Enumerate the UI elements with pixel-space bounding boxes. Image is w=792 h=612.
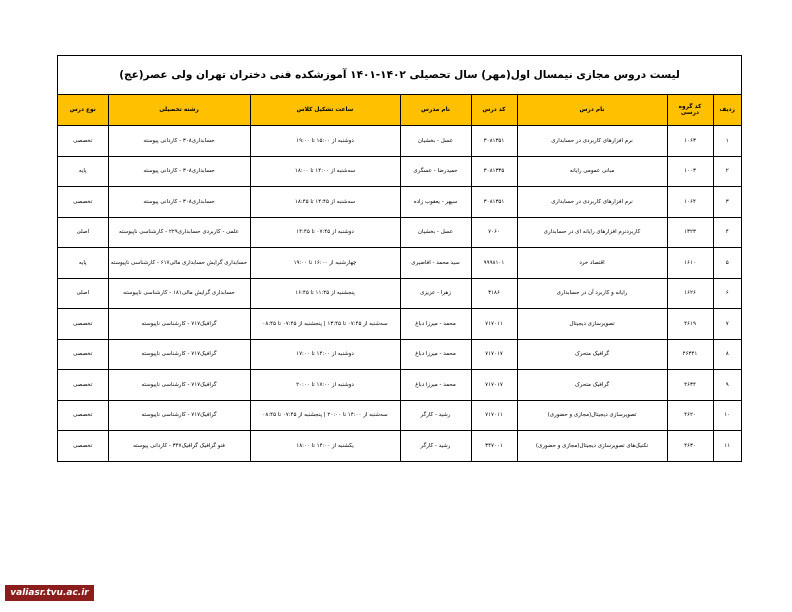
cell-group-code: ۱۶۱۰: [667, 248, 713, 279]
cell-instructor: سید محمد - افاضیری: [400, 248, 471, 279]
cell-course-type: تخصصی: [58, 400, 108, 431]
cell-instructor: عسل - بخشیان: [400, 217, 471, 248]
cell-row-number: ۱: [713, 126, 741, 157]
cell-course-type: تخصصی: [58, 339, 108, 370]
cell-course-type: تخصصی: [58, 431, 108, 461]
cell-course-code: ۳۰۸۱۳۵۱: [471, 126, 517, 157]
cell-group-code: ۴۶۱۹: [667, 309, 713, 340]
header-row-number: ردیف: [713, 95, 741, 126]
cell-class-time: سه‌شنبه از ۰۷:۴۵ تا ۱۳:۴۵ | پنجشنبه از ۰۷:۴۵ تا ۰۸:۴۵: [250, 309, 400, 340]
site-watermark: valiasr.tvu.ac.ir: [5, 585, 94, 601]
cell-course-type: تخصصی: [58, 187, 108, 218]
cell-instructor: محمد - میرزا دباغ: [400, 339, 471, 370]
cell-row-number: ۶: [713, 278, 741, 309]
cell-course-type: تخصصی: [58, 309, 108, 340]
header-course-type: نوع درس: [58, 95, 108, 126]
cell-course-code: ۳۱۸۶: [471, 278, 517, 309]
cell-instructor: رشید - کارگر: [400, 400, 471, 431]
cell-course-code: ۹۹۹۸۱۰۱: [471, 248, 517, 279]
cell-course-code: ۷۰۶۰: [471, 217, 517, 248]
cell-field: حسابداری گرایش مالی۱۸۱ - کارشناسی ناپیوسته: [108, 278, 250, 309]
table-body: [58, 126, 741, 461]
table-row: [58, 309, 741, 340]
cell-course-name: رایانه و کاربرد آن در حسابداری: [517, 278, 667, 309]
cell-instructor: سپهر - یعقوب زاده: [400, 187, 471, 218]
cell-row-number: ۱۱: [713, 431, 741, 461]
table-header-row: [58, 95, 741, 126]
header-course-name: نام درس: [517, 95, 667, 126]
cell-course-name: گرافیک متحرک: [517, 370, 667, 401]
cell-group-code: ۴۶۳۴: [667, 370, 713, 401]
cell-course-name: نرم افزارهای کاربردی در حسابداری: [517, 187, 667, 218]
cell-field: حسابداری گرایش حسابداری مالی۶۱۷ - کارشناسی ناپیوسته: [108, 248, 250, 279]
cell-row-number: ۳: [713, 187, 741, 218]
cell-course-code: ۳۰۸۱۳۵۱: [471, 187, 517, 218]
cell-row-number: ۷: [713, 309, 741, 340]
cell-course-code: ۳۴۷۰۰۱: [471, 431, 517, 461]
course-list-sheet: [57, 55, 742, 462]
course-table: [58, 95, 741, 461]
table-row: [58, 278, 741, 309]
cell-field: گرافیک۷۱۷ - کارشناسی ناپیوسته: [108, 400, 250, 431]
cell-group-code: ۱۰۰۳: [667, 156, 713, 187]
cell-group-code: ۴۶۳۰: [667, 431, 713, 461]
cell-class-time: سه‌شنبه از ۱۴:۰۰ تا ۱۸:۰۰: [250, 156, 400, 187]
cell-class-time: یکشنبه از ۱۴:۰۰ تا ۱۸:۰۰: [250, 431, 400, 461]
cell-class-time: دوشنبه از ۰۷:۴۵ تا ۱۴:۴۵: [250, 217, 400, 248]
table-row: [58, 339, 741, 370]
cell-course-code: ۷۱۷۰۱۱: [471, 309, 517, 340]
cell-class-time: سه‌شنبه از ۱۴:۰۰ تا ۲۰:۰۰ | پنجشنبه از ۰۷:۴۵ تا ۰۸:۴۵: [250, 400, 400, 431]
header-course-code: کد درس: [471, 95, 517, 126]
cell-instructor: زهرا - عزیزی: [400, 278, 471, 309]
cell-row-number: ۲: [713, 156, 741, 187]
cell-field: حسابداری۳۰۸ - کاردانی پیوسته: [108, 156, 250, 187]
cell-class-time: دوشنبه از ۱۴:۰۰ تا ۱۷:۰۰: [250, 339, 400, 370]
table-row: [58, 431, 741, 461]
cell-field: علمی - کاربردی حسابداری۲۲۹ - کارشناسی ناپیوسته: [108, 217, 250, 248]
cell-row-number: ۵: [713, 248, 741, 279]
cell-course-type: پایه: [58, 156, 108, 187]
cell-course-name: تصویرسازی دیجیتال: [517, 309, 667, 340]
cell-course-name: مبانی عمومی رایانه: [517, 156, 667, 187]
cell-group-code: ۴۶۳۴۱: [667, 339, 713, 370]
cell-class-time: چهارشنبه از ۱۶:۰۰ تا ۱۹:۰۰: [250, 248, 400, 279]
cell-field: گرافیک۷۱۷ - کارشناسی ناپیوسته: [108, 370, 250, 401]
cell-class-time: دوشنبه از ۱۷:۰۰ تا ۲۰:۰۰: [250, 370, 400, 401]
cell-course-code: ۷۱۷۰۱۷: [471, 339, 517, 370]
header-instructor: نام مدرس: [400, 95, 471, 126]
cell-row-number: ۹: [713, 370, 741, 401]
table-row: [58, 400, 741, 431]
cell-class-time: دوشنبه از ۱۵:۰۰ تا ۱۹:۰۰: [250, 126, 400, 157]
cell-course-name: کاربردنرم افزارهای رایانه ای در حسابداری: [517, 217, 667, 248]
table-row: [58, 370, 741, 401]
cell-course-type: تخصصی: [58, 370, 108, 401]
cell-instructor: رشید - کارگر: [400, 431, 471, 461]
page-title: لیست دروس مجازی نیمسال اول(مهر) سال تحصیلی ۱۴۰۲-۱۴۰۱ آموزشکده فنی دختران تهران ولی عصر(عج): [58, 56, 741, 95]
cell-course-name: نرم افزارهای کاربردی در حسابداری: [517, 126, 667, 157]
cell-course-type: تخصصی: [58, 126, 108, 157]
cell-group-code: ۴۶۲۰: [667, 400, 713, 431]
cell-course-code: ۳۰۸۱۳۳۵: [471, 156, 517, 187]
cell-course-type: اصلی: [58, 278, 108, 309]
table-row: [58, 156, 741, 187]
cell-row-number: ۱۰: [713, 400, 741, 431]
cell-group-code: ۱۰۶۳: [667, 126, 713, 157]
cell-field: گرافیک۷۱۷ - کارشناسی ناپیوسته: [108, 339, 250, 370]
cell-course-code: ۷۱۷۰۱۷: [471, 370, 517, 401]
cell-instructor: حمیدرضا - عسگری: [400, 156, 471, 187]
cell-row-number: ۸: [713, 339, 741, 370]
cell-course-name: اقتصاد خرد: [517, 248, 667, 279]
cell-field: گرافیک۷۱۷ - کارشناسی ناپیوسته: [108, 309, 250, 340]
cell-instructor: محمد - میرزا دباغ: [400, 370, 471, 401]
header-group-code: کد گروه درسی: [667, 95, 713, 126]
cell-group-code: ۱۰۶۴: [667, 187, 713, 218]
table-row: [58, 248, 741, 279]
cell-row-number: ۴: [713, 217, 741, 248]
cell-field: حسابداری۳۰۸ - کاردانی پیوسته: [108, 187, 250, 218]
cell-course-type: پایه: [58, 248, 108, 279]
table-row: [58, 217, 741, 248]
cell-course-name: تصویرسازی دیجیتال(مجازی و حضوری): [517, 400, 667, 431]
cell-field: حسابداری۳۰۸ - کاردانی پیوسته: [108, 126, 250, 157]
table-row: [58, 187, 741, 218]
cell-group-code: ۱۳۲۳: [667, 217, 713, 248]
cell-group-code: ۱۶۲۶: [667, 278, 713, 309]
cell-class-time: سه‌شنبه از ۱۴:۴۵ تا ۱۸:۴۵: [250, 187, 400, 218]
cell-instructor: محمد - میرزا دباغ: [400, 309, 471, 340]
cell-course-code: ۷۱۷۰۱۱: [471, 400, 517, 431]
cell-field: فنو گرافیک گرافیک۳۴۷ - کاردانی پیوسته: [108, 431, 250, 461]
table-row: [58, 126, 741, 157]
cell-course-name: گرافیک متحرک: [517, 339, 667, 370]
cell-class-time: پنجشنبه از ۱۱:۴۵ تا ۱۶:۴۵: [250, 278, 400, 309]
header-class-time: ساعت تشکیل کلاس: [250, 95, 400, 126]
cell-course-name: تکنیک‌های تصویرسازی دیجیتال(مجازی و حضوری): [517, 431, 667, 461]
header-field: رشته تحصیلی: [108, 95, 250, 126]
cell-course-type: اصلی: [58, 217, 108, 248]
cell-instructor: عسل - بخشیان: [400, 126, 471, 157]
